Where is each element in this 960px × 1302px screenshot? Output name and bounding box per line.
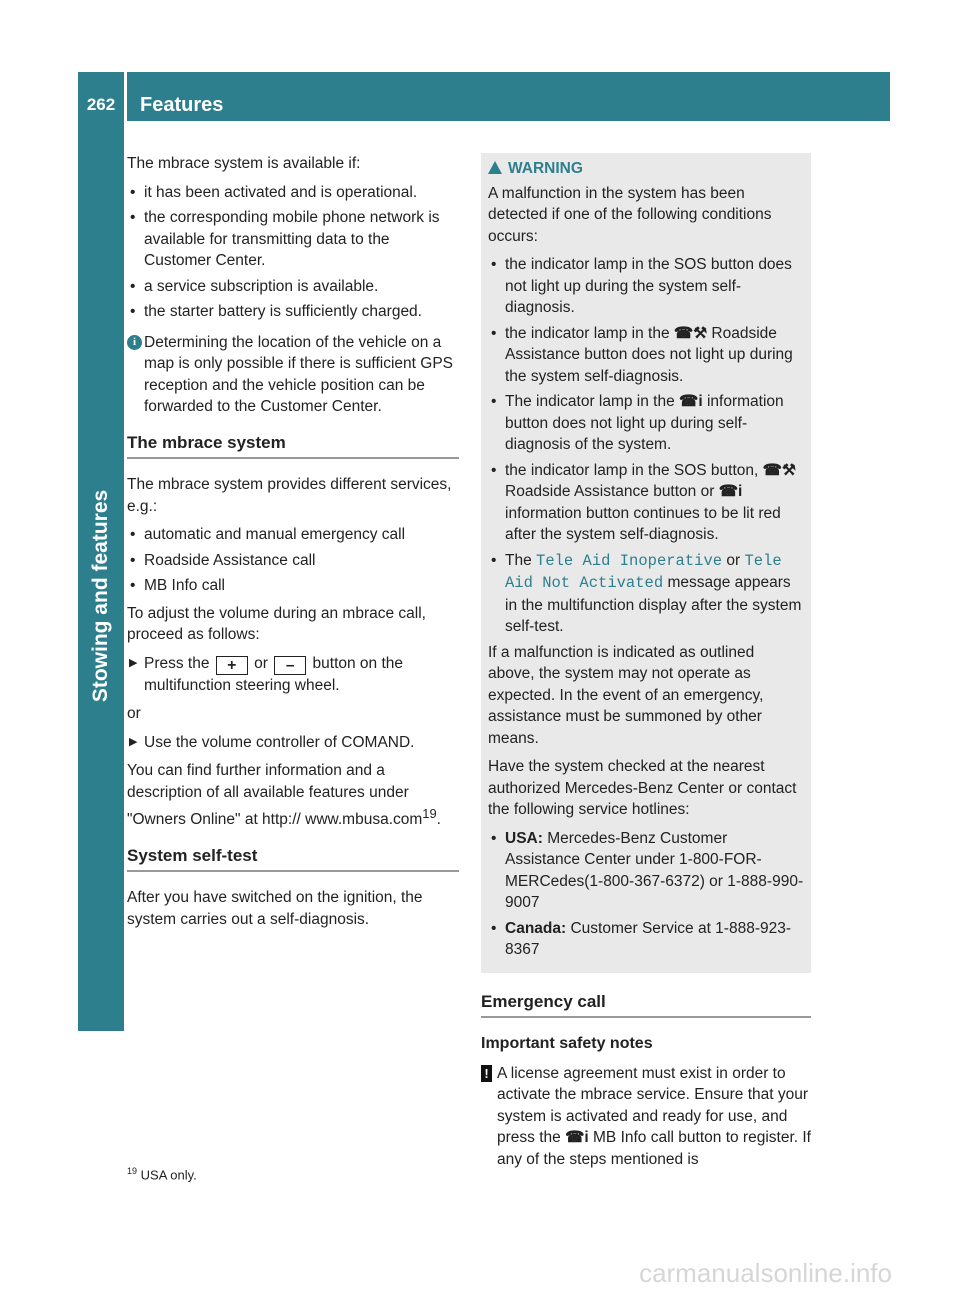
selftest-text: After you have switched on the ignition, the system carries out a self-diagnosis.: [127, 889, 423, 928]
notice-text: MB Info call button to register. If any of the steps mentioned is: [497, 1129, 811, 1168]
minus-key-icon: –: [274, 656, 306, 675]
list-item: [488, 460, 804, 546]
step-arrow-icon: ▶: [129, 735, 138, 748]
footnote-number: 19: [127, 1166, 138, 1176]
roadside-button-icon: ☎⚒: [762, 461, 796, 479]
notice-exclamation-icon: !: [481, 1065, 492, 1082]
watermark: carmanualsonline.info: [639, 1258, 892, 1288]
warning-para: If a malfunction is indicated as outlined above, the system may not operate as expected. In the event of an emergency, assistance must be summoned by other means.: [488, 643, 764, 747]
subheading-safety: Important safety notes: [481, 1035, 653, 1052]
step-item: [127, 653, 459, 697]
warning-triangle-icon: [488, 161, 502, 174]
info-button-icon: ☎i: [718, 483, 743, 500]
hotline-text: Mercedes-Benz Customer Assistance Center under 1-800-FOR-MERCedes(1-800-367-6372) or 1-888-990-9007: [505, 829, 804, 911]
page-number: 262: [86, 95, 116, 114]
list-item: • it has been activated and is operational.: [127, 182, 459, 204]
text: Roadside Assistance button does not light up during the system self-diagnosis.: [505, 324, 793, 385]
footnote-text: USA only.: [140, 1167, 197, 1183]
availability-intro: The mbrace system is available if:: [127, 155, 361, 172]
hotline-text: Customer Service at 1-888-923-8367: [505, 919, 792, 958]
text: The: [505, 551, 532, 569]
info-button-icon: ☎i: [679, 393, 703, 410]
list-item: [488, 391, 804, 456]
list-item: [488, 323, 804, 388]
list-item: • automatic and manual emergency call: [127, 524, 459, 546]
notice: [481, 1063, 811, 1171]
hotline-label: USA:: [505, 829, 543, 847]
page-title: Features: [140, 94, 224, 116]
text: or: [726, 551, 741, 569]
info-button-icon: ☎i: [565, 1129, 589, 1146]
header-divider: [124, 72, 127, 121]
notice-text: A license agreement must exist in order to activate the mbrace service. Ensure that your system is activated and ready for use, and press the: [497, 1064, 809, 1146]
list-item: • a service subscription is available.: [127, 276, 459, 298]
text: message appears in the multifunction display after the system self-test.: [505, 574, 802, 635]
footnote-ref: 19: [422, 806, 437, 821]
step-text: Use the volume controller of COMAND.: [144, 733, 415, 751]
text: The indicator lamp in the: [505, 393, 675, 410]
list-item: • the starter battery is sufficiently charged.: [127, 301, 459, 323]
section-heading-emergency: Emergency call: [481, 991, 811, 1019]
info-note-text: Determining the location of the vehicle on a map is only possible if there is sufficient GPS reception and the vehicle position can be forwarded to the Customer Center.: [144, 333, 453, 415]
step-text: Press the: [144, 654, 210, 672]
services-intro: The mbrace system provides different services, e.g.:: [127, 476, 452, 515]
text: information button does not light up during self-diagnosis of the system.: [505, 393, 784, 453]
further-text: You can find further information and a description of all available features under "Owners Online" at http:// www.mbusa.com: [127, 762, 423, 829]
text: the indicator lamp in the: [505, 324, 670, 342]
text: the indicator lamp in the SOS button,: [505, 461, 759, 479]
list-item: [488, 550, 804, 638]
list-item: [488, 828, 804, 914]
step-text: button on the multifunction steering wheel.: [144, 654, 404, 694]
list-item: • Roadside Assistance call: [127, 550, 459, 572]
hotline-label: Canada:: [505, 919, 567, 937]
right-column: [481, 153, 811, 1170]
section-heading-mbrace: The mbrace system: [127, 432, 459, 460]
list-item: • the indicator lamp in the SOS button does not light up during the system self-diagnosis.: [488, 254, 804, 319]
volume-intro: To adjust the volume during an mbrace call, proceed as follows:: [127, 604, 426, 643]
or-text: or: [127, 705, 141, 722]
list-item: [488, 918, 804, 961]
side-tab-label: Stowing and features: [89, 489, 112, 703]
step-arrow-icon: ▶: [129, 656, 138, 669]
text: information button continues to be lit red after the system self-diagnosis.: [505, 504, 781, 543]
section-heading-selftest: System self-test: [127, 845, 459, 873]
list-item: • the corresponding mobile phone network is available for transmitting data to the Customer Center.: [127, 207, 459, 272]
info-icon: i: [127, 335, 142, 350]
further-end: .: [436, 811, 441, 829]
further-info: [127, 760, 459, 831]
plus-key-icon: +: [216, 656, 248, 675]
left-column: [127, 153, 459, 937]
warning-title: WARNING: [508, 160, 583, 177]
warning-box: [481, 153, 811, 973]
footnote: [127, 1166, 197, 1182]
display-message: Tele Aid Not Activated: [505, 551, 782, 592]
text: Roadside Assistance button or: [505, 483, 715, 500]
info-note: [127, 332, 459, 418]
step-item: [127, 732, 459, 754]
warning-para: Have the system checked at the nearest authorized Mercedes-Benz Center or contact the following service hotlines:: [488, 758, 797, 818]
step-text: or: [254, 654, 268, 672]
warning-intro: A malfunction in the system has been detected if one of the following conditions occurs:: [488, 184, 772, 245]
roadside-button-icon: ☎⚒: [673, 324, 708, 342]
list-item: • MB Info call: [127, 575, 459, 597]
warning-header: [488, 158, 804, 180]
display-message: Tele Aid Inoperative: [536, 551, 723, 570]
